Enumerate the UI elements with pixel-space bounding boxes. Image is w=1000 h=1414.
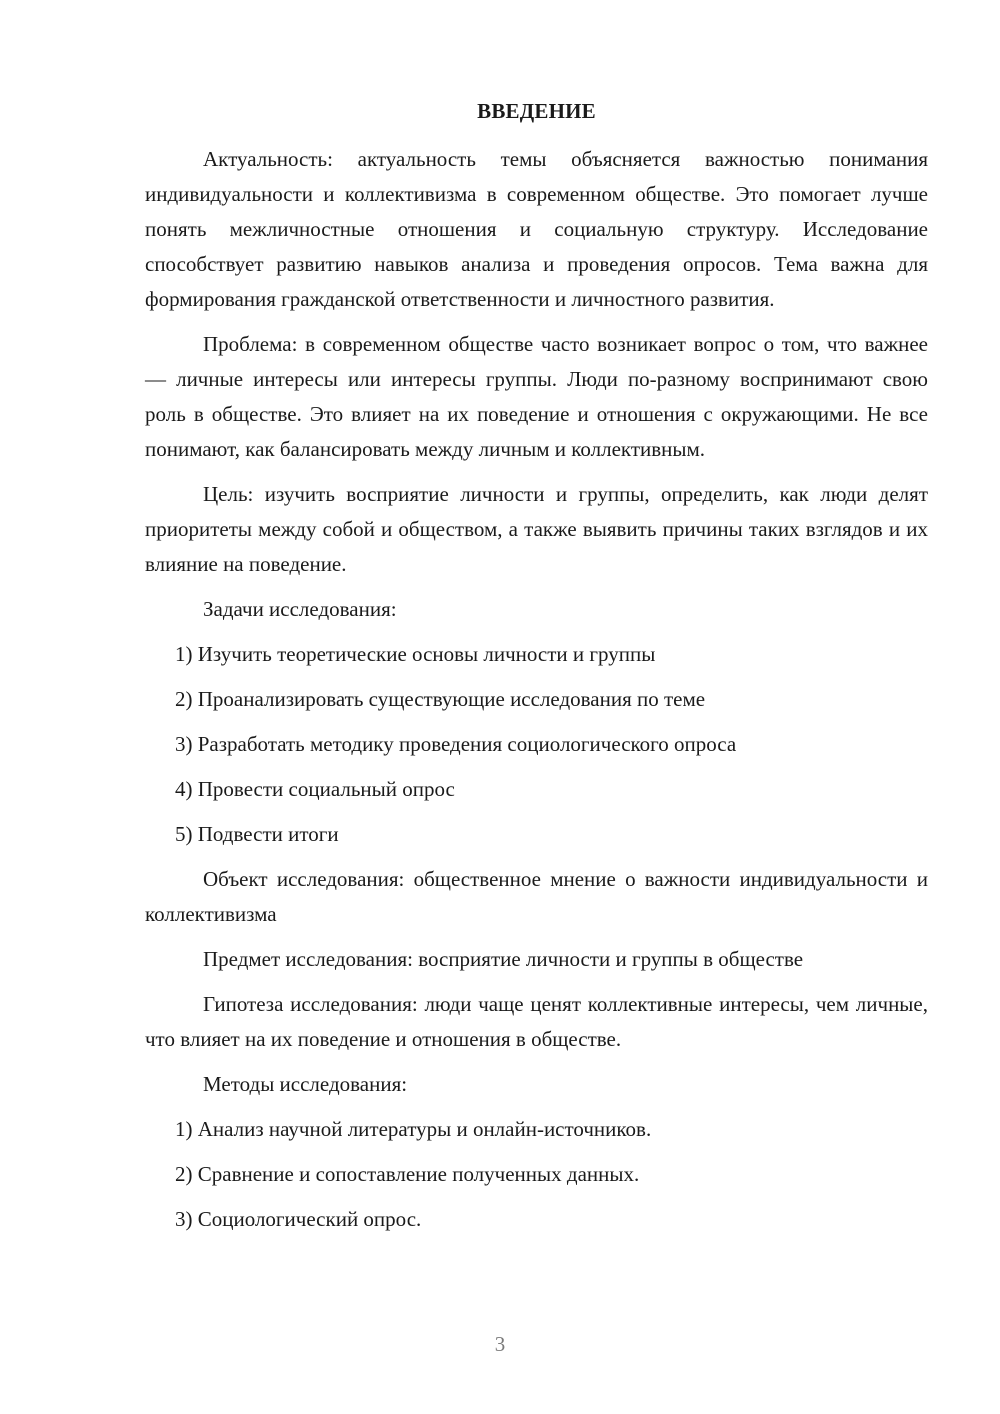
problem-paragraph: Проблема: в современном обществе часто возникает вопрос о том, что важнее — личные интересы или интересы группы. Люди по-разному воспринимают свою роль в обществе. Это влияет на их поведение и отношения с окружающими. Не все понимают, как балансировать между личным и коллективным. [145,332,928,461]
methods-list [145,1112,928,1237]
object-paragraph: Объект исследования: общественное мнение о важности индивидуальности и коллективизма [145,867,928,926]
tasks-title: Задачи исследования: [203,597,397,621]
page-title: ВВЕДЕНИЕ [477,99,596,123]
page-number: 3 [494,1332,506,1356]
list-item: 3) Социологический опрос. [175,1207,422,1231]
list-item: 2) Сравнение и сопоставление полученных данных. [175,1162,640,1186]
subject-paragraph: Предмет исследования: восприятие личности и группы в обществе [203,947,804,971]
list-item: 3) Разработать методику проведения социологического опроса [175,732,737,756]
tasks-list [145,637,928,852]
methods-title: Методы исследования: [203,1072,408,1096]
goal-paragraph: Цель: изучить восприятие личности и группы, определить, как люди делят приоритеты между собой и обществом, а также выявить причины таких взглядов и их влияние на поведение. [145,482,928,576]
list-item: 2) Проанализировать существующие исследования по теме [175,687,706,711]
list-item: 5) Подвести итоги [175,822,339,846]
relevance-paragraph: Актуальность: актуальность темы объясняется важностью понимания индивидуальности и коллективизма в современном обществе. Это помогает лучше понять межличностные отношения и социальную структуру. Исследование способствует развитию навыков анализа и проведения опросов. Тема важна для формирования гражданской ответственности и личностного развития. [145,147,928,311]
hypothesis-paragraph: Гипотеза исследования: люди чаще ценят коллективные интересы, чем личные, что влияет на их поведение и отношения в обществе. [145,992,928,1051]
list-item: 1) Изучить теоретические основы личности и группы [175,642,656,666]
list-item: 1) Анализ научной литературы и онлайн-источников. [175,1117,652,1141]
document-page [145,96,928,1247]
list-item: 4) Провести социальный опрос [175,777,455,801]
